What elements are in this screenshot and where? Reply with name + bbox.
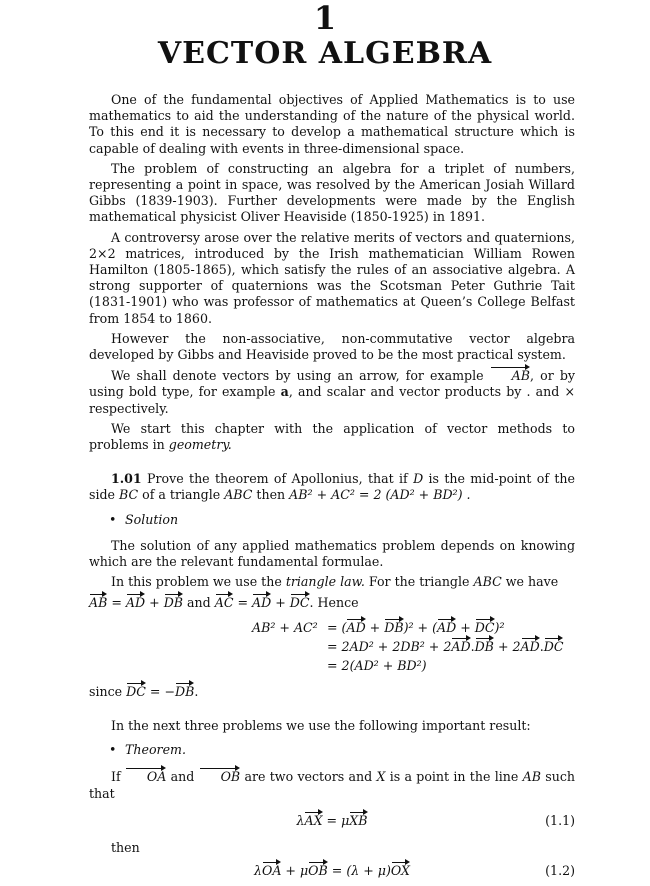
notation-text-2: , or by using bold type, for example — [89, 368, 575, 400]
triangle-text-3: we have — [501, 574, 559, 590]
solution-paragraph: The solution of any applied mathematics problem depends on knowing which are the relevant fundamental formulae. — [89, 537, 575, 570]
derivation-line-3-text: = 2(AD² + BD²) — [327, 657, 427, 673]
equation-1-1 — [89, 806, 575, 836]
derivation-block — [252, 618, 575, 675]
triangle-var-abc: ABC — [473, 574, 502, 590]
problem-var-bc: BC — [119, 487, 139, 503]
chapter-title: VECTOR ALGEBRA — [157, 36, 493, 71]
equation-1-2-body: λOA + μOB = (λ + μ)OX — [254, 862, 410, 878]
theorem-and: and — [166, 769, 199, 785]
since-line: since DC = −DB. — [89, 683, 199, 699]
bullet-icon: • — [109, 511, 117, 527]
triangle-and: and — [183, 595, 215, 611]
triangle-text-2: For the triangle — [364, 574, 474, 590]
chapter-number: 1 — [313, 0, 337, 37]
apollonius-formula: AB² + AC² = 2 (AD² + BD²) . — [289, 487, 471, 503]
triangle-text-1: In this problem we use the — [111, 574, 286, 590]
problem-text-1: Prove the theorem of Apollonius, that if — [141, 471, 414, 487]
theorem-heading — [89, 742, 575, 758]
derivation-line-2: = 2AD² + 2DB² + 2AD.DB + 2AD.DC — [327, 638, 564, 654]
solution-label: Solution — [125, 511, 179, 527]
theorem-text-4: such that — [89, 769, 575, 801]
theorem-text-2: are two vectors and — [240, 769, 377, 785]
triangle-law-paragraph — [89, 574, 575, 590]
notation-text-3: , and scalar and vector products by . and × respectively. — [89, 384, 575, 416]
problem-text-4: then — [252, 487, 290, 503]
problem-number: 1.01 — [111, 471, 142, 487]
page-body — [89, 92, 575, 886]
equation-1-2-tag: (1.2) — [545, 862, 575, 878]
theorem-statement: If OA and OB are two vectors and X is a point in the line AB such that — [89, 769, 575, 801]
problem-var-d: D — [413, 471, 424, 487]
solution-heading — [89, 512, 575, 528]
intro-paragraph-2: The problem of constructing an algebra for a triplet of numbers, representing a point in space, was resolved by the American Josiah Willard Gibbs (1839-1903). Further developments were made by the English mathematical physicist Oliver Heaviside (1850-1925) in 1891. — [89, 160, 575, 225]
then-label: then — [111, 839, 140, 855]
theorem-var-x: X — [376, 769, 386, 785]
vector-ab: AB — [490, 367, 530, 383]
problem-var-abc: ABC — [224, 487, 253, 503]
derivation-line-2-text: = 2AD² + 2DB² + 2 — [327, 638, 452, 654]
bullet-icon: • — [109, 742, 117, 758]
theorem-var-ab: AB — [522, 769, 541, 785]
triangle-law-emphasis: triangle law. — [285, 574, 365, 590]
since-text: since — [89, 683, 127, 699]
bold-vector-a: a — [280, 384, 289, 400]
derivation-line-1: AB² + AC² = (AD + DB)² + (AD + DC)² — [252, 619, 505, 635]
notation-paragraph — [89, 367, 575, 417]
start-paragraph — [89, 421, 575, 453]
derivation-line-3 — [252, 656, 575, 675]
equation-1-2 — [89, 856, 575, 886]
triangle-hence: . Hence — [309, 595, 359, 611]
next-problems-paragraph: In the next three problems we use the following important result: — [111, 717, 531, 733]
since-end: . — [194, 683, 199, 699]
triangle-law-equations: AB = AD + DB and AC = AD + DC. Hence — [89, 595, 359, 611]
intro-paragraph-1: One of the fundamental objectives of Applied Mathematics is to use mathematics to aid the understanding of the nature of the physical world. To this end it is necessary to develop a mathematical structure which is capable of dealing with events in three-dimensional space. — [89, 92, 575, 156]
start-text: We start this chapter with the application of vector methods to problems in — [89, 420, 575, 453]
start-emphasis: geometry. — [168, 437, 232, 453]
theorem-text-3: is a point in the line — [385, 769, 523, 785]
problem-text-3: of a triangle — [138, 487, 225, 503]
theorem-label: Theorem. — [125, 742, 186, 758]
intro-paragraph-4: However the non-associative, non-commutative vector algebra developed by Gibbs and Heaviside proved to be the most practical system. — [89, 330, 575, 363]
intro-paragraph-3: A controversy arose over the relative merits of vectors and quaternions, 2×2 matrices, introduced by the Irish mathematician William Rowen Hamilton (1805-1865), which satisfy the rules of an associative algebra. A strong supporter of quaternions was the Scotsman Peter Guthrie Tait (1831-1901) who was professor of mathematics at Queen’s College Belfast from 1854 to 1860. — [89, 229, 575, 326]
theorem-text-1: If — [111, 769, 125, 785]
derivation-lhs: AB² + AC² — [252, 619, 318, 635]
problem-statement — [89, 471, 575, 503]
equation-1-1-tag: (1.1) — [545, 812, 575, 828]
problem-text-2: is the mid-point of the side — [89, 471, 575, 503]
equation-1-1-body: λAX = μXB — [296, 812, 368, 828]
notation-text-1: We shall denote vectors by using an arrow, for example — [111, 368, 490, 384]
